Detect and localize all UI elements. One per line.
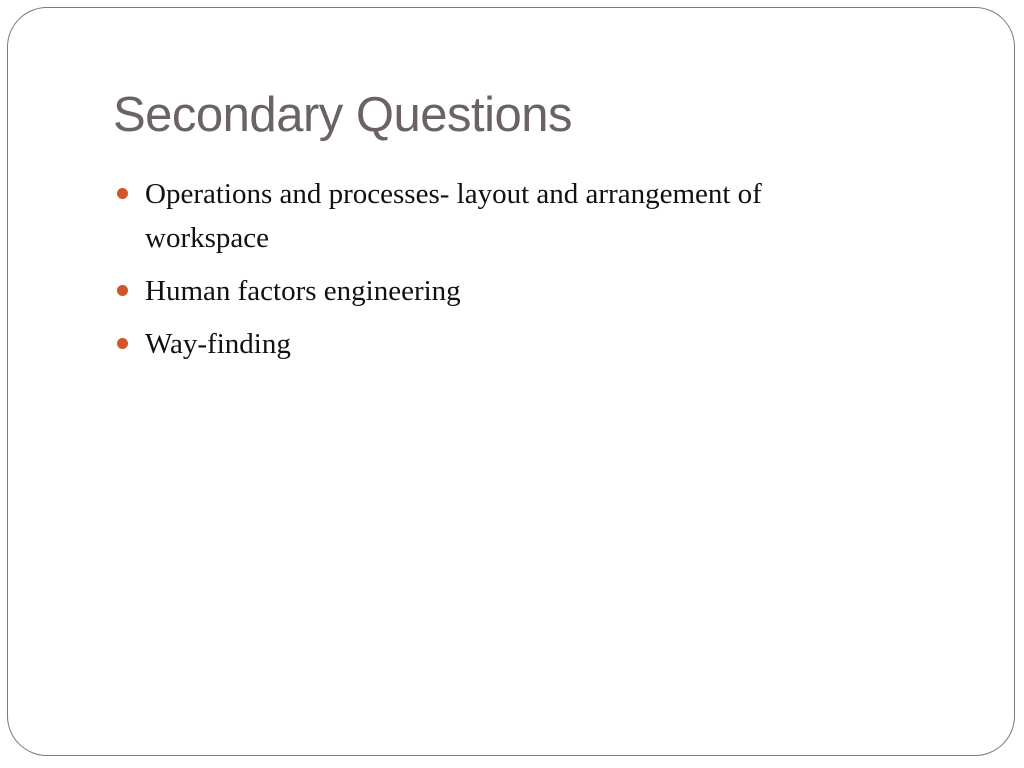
slide-frame [7, 7, 1015, 756]
bullet-dot-icon [117, 285, 128, 296]
bullet-dot-icon [117, 338, 128, 349]
bullet-dot-icon [117, 188, 128, 199]
slide-title: Secondary Questions [113, 88, 572, 142]
bullet-list [113, 172, 883, 375]
bullet-text: Operations and processes- layout and arrangement of workspace [145, 178, 762, 254]
bullet-text: Way-finding [145, 328, 291, 360]
bullet-item [113, 269, 883, 313]
bullet-text: Human factors engineering [145, 275, 461, 307]
bullet-item [113, 322, 883, 366]
bullet-item [113, 172, 883, 260]
